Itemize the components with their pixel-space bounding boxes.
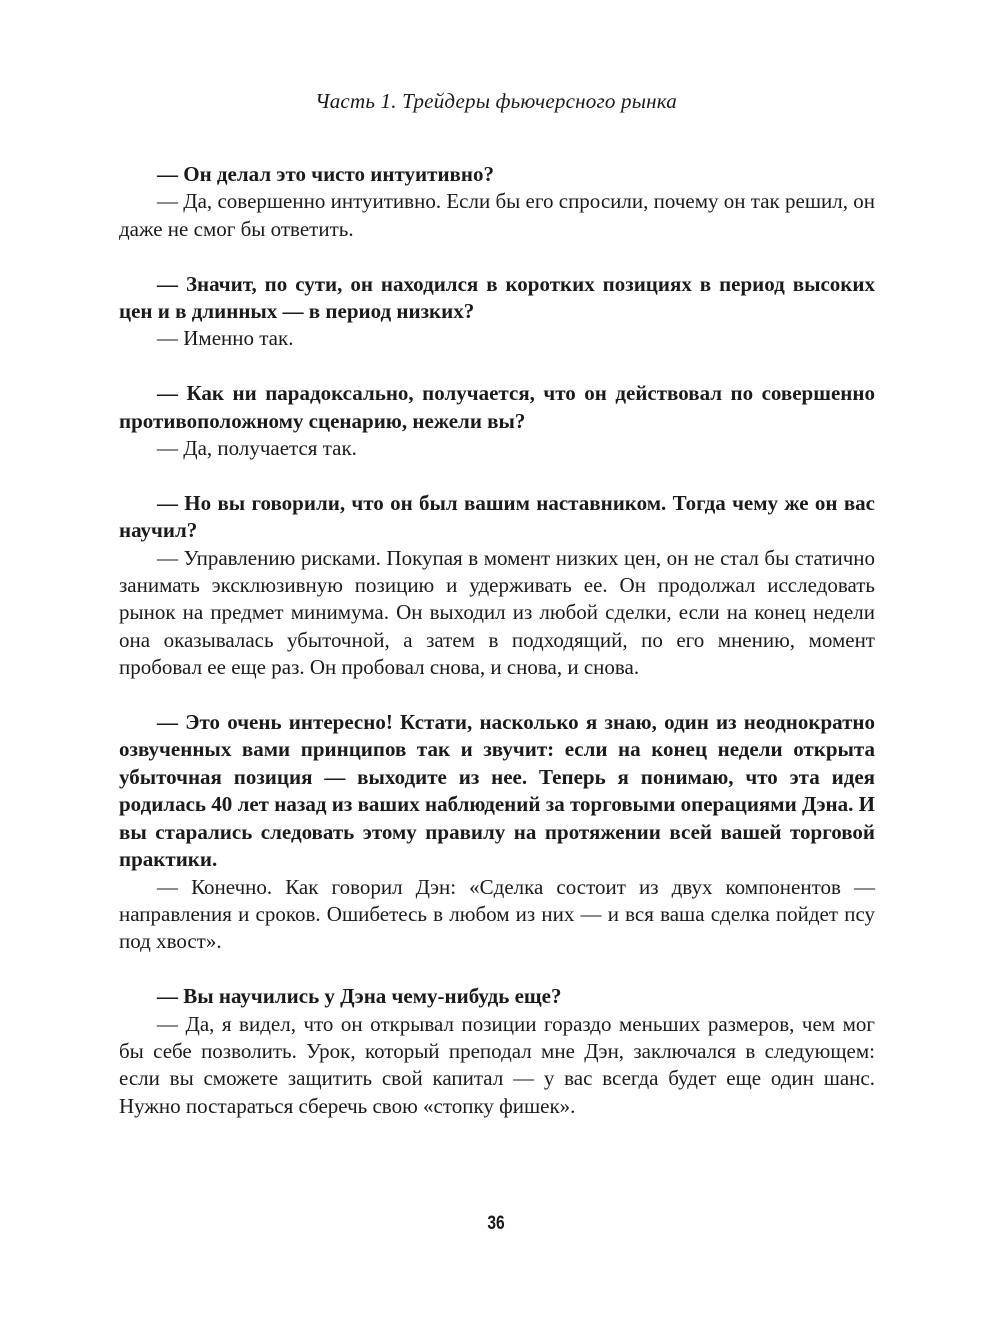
interview-answer: — Управлению рисками. Покупая в момент низких цен, он не стал бы статично занимать эксклюзивную позицию и удерживать ее. Он продолжал исследовать рынок на предмет минимума. Он выходил из любой сделки, если на конец недели она оказывалась убыточной, а затем в подходящий, по его мнению, момент пробовал ее еще раз. Он пробовал снова, и снова, и снова. xyxy=(119,545,875,680)
page-number: 36 xyxy=(487,1213,505,1234)
interview-answer: — Конечно. Как говорил Дэн: «Сделка состоит из двух компонентов — направления и сроков. Ошибетесь в любом из них — и вся ваша сделка пойдет псу под хвост». xyxy=(119,874,875,954)
interview-question: — Значит, по сути, он находился в коротких позициях в период высоких цен и в длинных — в период низких? xyxy=(119,271,875,324)
interview-text xyxy=(119,161,875,1120)
interview-question: — Как ни парадоксально, получается, что он действовал по совершенно противоположному сценарию, нежели вы? xyxy=(119,381,875,433)
running-title: Часть 1. Трейдеры фьючерсного рынка xyxy=(315,89,677,113)
interview-answer: — Да, совершенно интуитивно. Если бы его спросили, почему он так решил, он даже не смог бы ответить. xyxy=(119,189,875,241)
interview-question: — Вы научились у Дэна чему-нибудь еще? xyxy=(157,984,562,1009)
interview-answer: — Да, получается так. xyxy=(157,436,357,461)
interview-question: — Он делал это чисто интуитивно? xyxy=(157,162,494,186)
interview-question: — Это очень интересно! Кстати, насколько я знаю, один из неоднократно озвученных вами принципов так и звучит: если на конец недели открыта убыточная позиция — выходите из нее. Теперь я понимаю, что эта идея родилась 40 лет назад из ваших наблюдений за торговыми операциями Дэна. И вы старались следовать этому правилу на протяжении всей вашей торговой практики. xyxy=(119,710,875,872)
interview-question: — Но вы говорили, что он был вашим наставником. Тогда чему же он вас научил? xyxy=(119,490,875,543)
interview-answer: — Именно так. xyxy=(157,326,294,351)
interview-answer: — Да, я видел, что он открывал позиции гораздо меньших размеров, чем мог бы себе позволить. Урок, который преподал мне Дэн, заключался в следующем: если вы сможете защитить свой капитал — у вас всегда будет еще один шанс. Нужно постараться сберечь свою «стопку фишек». xyxy=(119,1011,875,1118)
